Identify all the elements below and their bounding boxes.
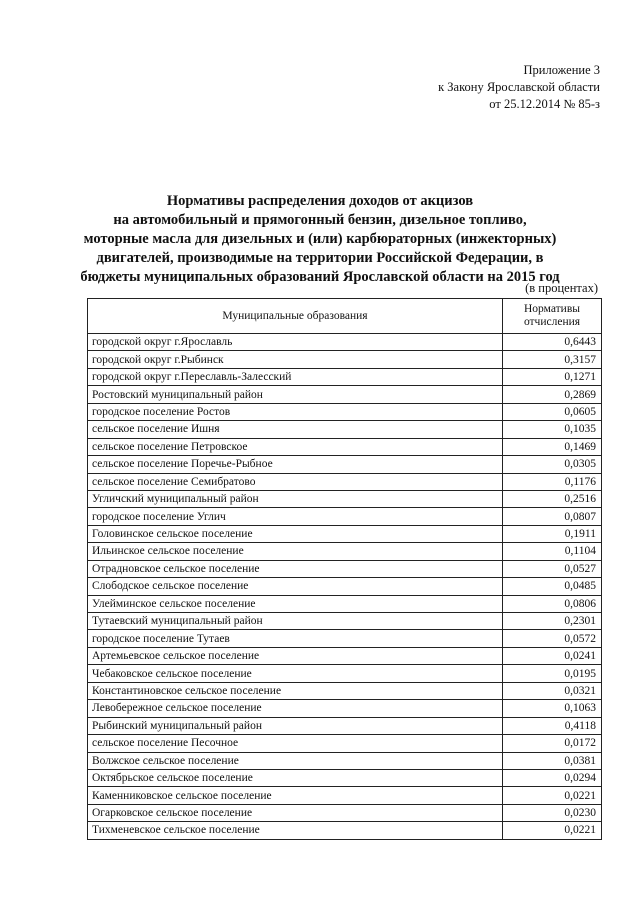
- table-body: [88, 334, 602, 840]
- municipality-name: Ростовский муниципальный район: [88, 386, 503, 403]
- municipality-name: Левобережное сельское поселение: [88, 700, 503, 717]
- municipality-name: сельское поселение Поречье-Рыбное: [88, 456, 503, 473]
- table-row: [88, 700, 602, 717]
- norm-value: 0,0381: [503, 752, 602, 769]
- municipality-name: Артемьевское сельское поселение: [88, 647, 503, 664]
- municipality-name: Тутаевский муниципальный район: [88, 613, 503, 630]
- table-row: [88, 595, 602, 612]
- appendix-number: Приложение 3: [523, 63, 600, 77]
- municipality-name: Октябрьское сельское поселение: [88, 769, 503, 786]
- header-norm: [503, 299, 602, 334]
- municipality-name: сельское поселение Ишня: [88, 421, 503, 438]
- municipality-name: Улейминское сельское поселение: [88, 595, 503, 612]
- norm-value: 0,1271: [503, 368, 602, 385]
- title-line: моторные масла для дизельных и (или) карбюраторных (инжекторных): [83, 231, 557, 247]
- table-row: [88, 386, 602, 403]
- norm-value: 0,0221: [503, 787, 602, 804]
- table-row: [88, 351, 602, 368]
- table-row: [88, 438, 602, 455]
- norm-value: 0,1104: [503, 543, 602, 560]
- table-row: [88, 525, 602, 542]
- document-title: [60, 192, 580, 287]
- table-row: [88, 508, 602, 525]
- norm-value: 0,0572: [503, 630, 602, 647]
- norm-value: 0,0241: [503, 647, 602, 664]
- table-row: [88, 613, 602, 630]
- table-row: [88, 665, 602, 682]
- appendix-reference: [340, 62, 600, 113]
- municipality-name: Ильинское сельское поселение: [88, 543, 503, 560]
- municipality-name: сельское поселение Петровское: [88, 438, 503, 455]
- municipality-name: Огарковское сельское поселение: [88, 804, 503, 821]
- municipality-name: Тихменевское сельское поселение: [88, 822, 503, 839]
- municipality-name: городское поселение Углич: [88, 508, 503, 525]
- table-row: [88, 717, 602, 734]
- norm-value: 0,0221: [503, 822, 602, 839]
- appendix-date: от 25.12.2014 № 85-з: [489, 97, 600, 111]
- norm-value: 0,3157: [503, 351, 602, 368]
- appendix-law: к Закону Ярославской области: [438, 80, 600, 94]
- header-norm-line2: отчисления: [523, 316, 581, 328]
- municipality-name: городской округ г.Ярославль: [88, 334, 503, 351]
- header-municipality: Муниципальные образования: [88, 299, 503, 334]
- table-row: [88, 368, 602, 385]
- norm-value: 0,1063: [503, 700, 602, 717]
- norm-value: 0,1469: [503, 438, 602, 455]
- norm-value: 0,1176: [503, 473, 602, 490]
- table-row: [88, 560, 602, 577]
- municipality-name: Чебаковское сельское поселение: [88, 665, 503, 682]
- municipality-name: сельское поселение Песочное: [88, 735, 503, 752]
- title-line: бюджеты муниципальных образований Ярославской области на 2015 год: [80, 269, 560, 285]
- norm-value: 0,0321: [503, 682, 602, 699]
- municipality-name: Константиновское сельское поселение: [88, 682, 503, 699]
- table-row: [88, 735, 602, 752]
- table-row: [88, 752, 602, 769]
- table-row: [88, 804, 602, 821]
- norm-value: 0,2516: [503, 490, 602, 507]
- table-row: [88, 403, 602, 420]
- norm-value: 0,0807: [503, 508, 602, 525]
- table-row: [88, 822, 602, 839]
- municipality-name: Рыбинский муниципальный район: [88, 717, 503, 734]
- table-header-row: [88, 299, 602, 334]
- norms-table: [87, 298, 602, 840]
- header-norm-line1: Нормативы: [524, 303, 580, 315]
- municipality-name: городской округ г.Рыбинск: [88, 351, 503, 368]
- table-row: [88, 490, 602, 507]
- municipality-name: Угличский муниципальный район: [88, 490, 503, 507]
- title-line: Нормативы распределения доходов от акцизов: [166, 193, 474, 209]
- table-row: [88, 769, 602, 786]
- norm-value: 0,0195: [503, 665, 602, 682]
- norm-value: 0,0230: [503, 804, 602, 821]
- norm-value: 0,0605: [503, 403, 602, 420]
- table-row: [88, 334, 602, 351]
- municipality-name: Слободское сельское поселение: [88, 578, 503, 595]
- municipality-name: городское поселение Ростов: [88, 403, 503, 420]
- municipality-name: сельское поселение Семибратово: [88, 473, 503, 490]
- table-row: [88, 630, 602, 647]
- norm-value: 0,4118: [503, 717, 602, 734]
- municipality-name: Каменниковское сельское поселение: [88, 787, 503, 804]
- norm-value: 0,2301: [503, 613, 602, 630]
- norm-value: 0,2869: [503, 386, 602, 403]
- norm-value: 0,0485: [503, 578, 602, 595]
- municipality-name: Волжское сельское поселение: [88, 752, 503, 769]
- table-row: [88, 682, 602, 699]
- norm-value: 0,0305: [503, 456, 602, 473]
- norm-value: 0,0806: [503, 595, 602, 612]
- norm-value: 0,1911: [503, 525, 602, 542]
- table-row: [88, 578, 602, 595]
- municipality-name: городское поселение Тутаев: [88, 630, 503, 647]
- norm-value: 0,0172: [503, 735, 602, 752]
- table-row: [88, 647, 602, 664]
- title-line: на автомобильный и прямогонный бензин, дизельное топливо,: [113, 212, 527, 228]
- municipality-name: Отрадновское сельское поселение: [88, 560, 503, 577]
- table-row: [88, 473, 602, 490]
- norm-value: 0,1035: [503, 421, 602, 438]
- table-row: [88, 787, 602, 804]
- table-row: [88, 456, 602, 473]
- municipality-name: городской округ г.Переславль-Залесский: [88, 368, 503, 385]
- table-row: [88, 543, 602, 560]
- norm-value: 0,6443: [503, 334, 602, 351]
- norm-value: 0,0527: [503, 560, 602, 577]
- units-note: (в процентах): [525, 281, 598, 295]
- table-row: [88, 421, 602, 438]
- norm-value: 0,0294: [503, 769, 602, 786]
- municipality-name: Головинское сельское поселение: [88, 525, 503, 542]
- title-line: двигателей, производимые на территории Российской Федерации, в: [96, 250, 544, 266]
